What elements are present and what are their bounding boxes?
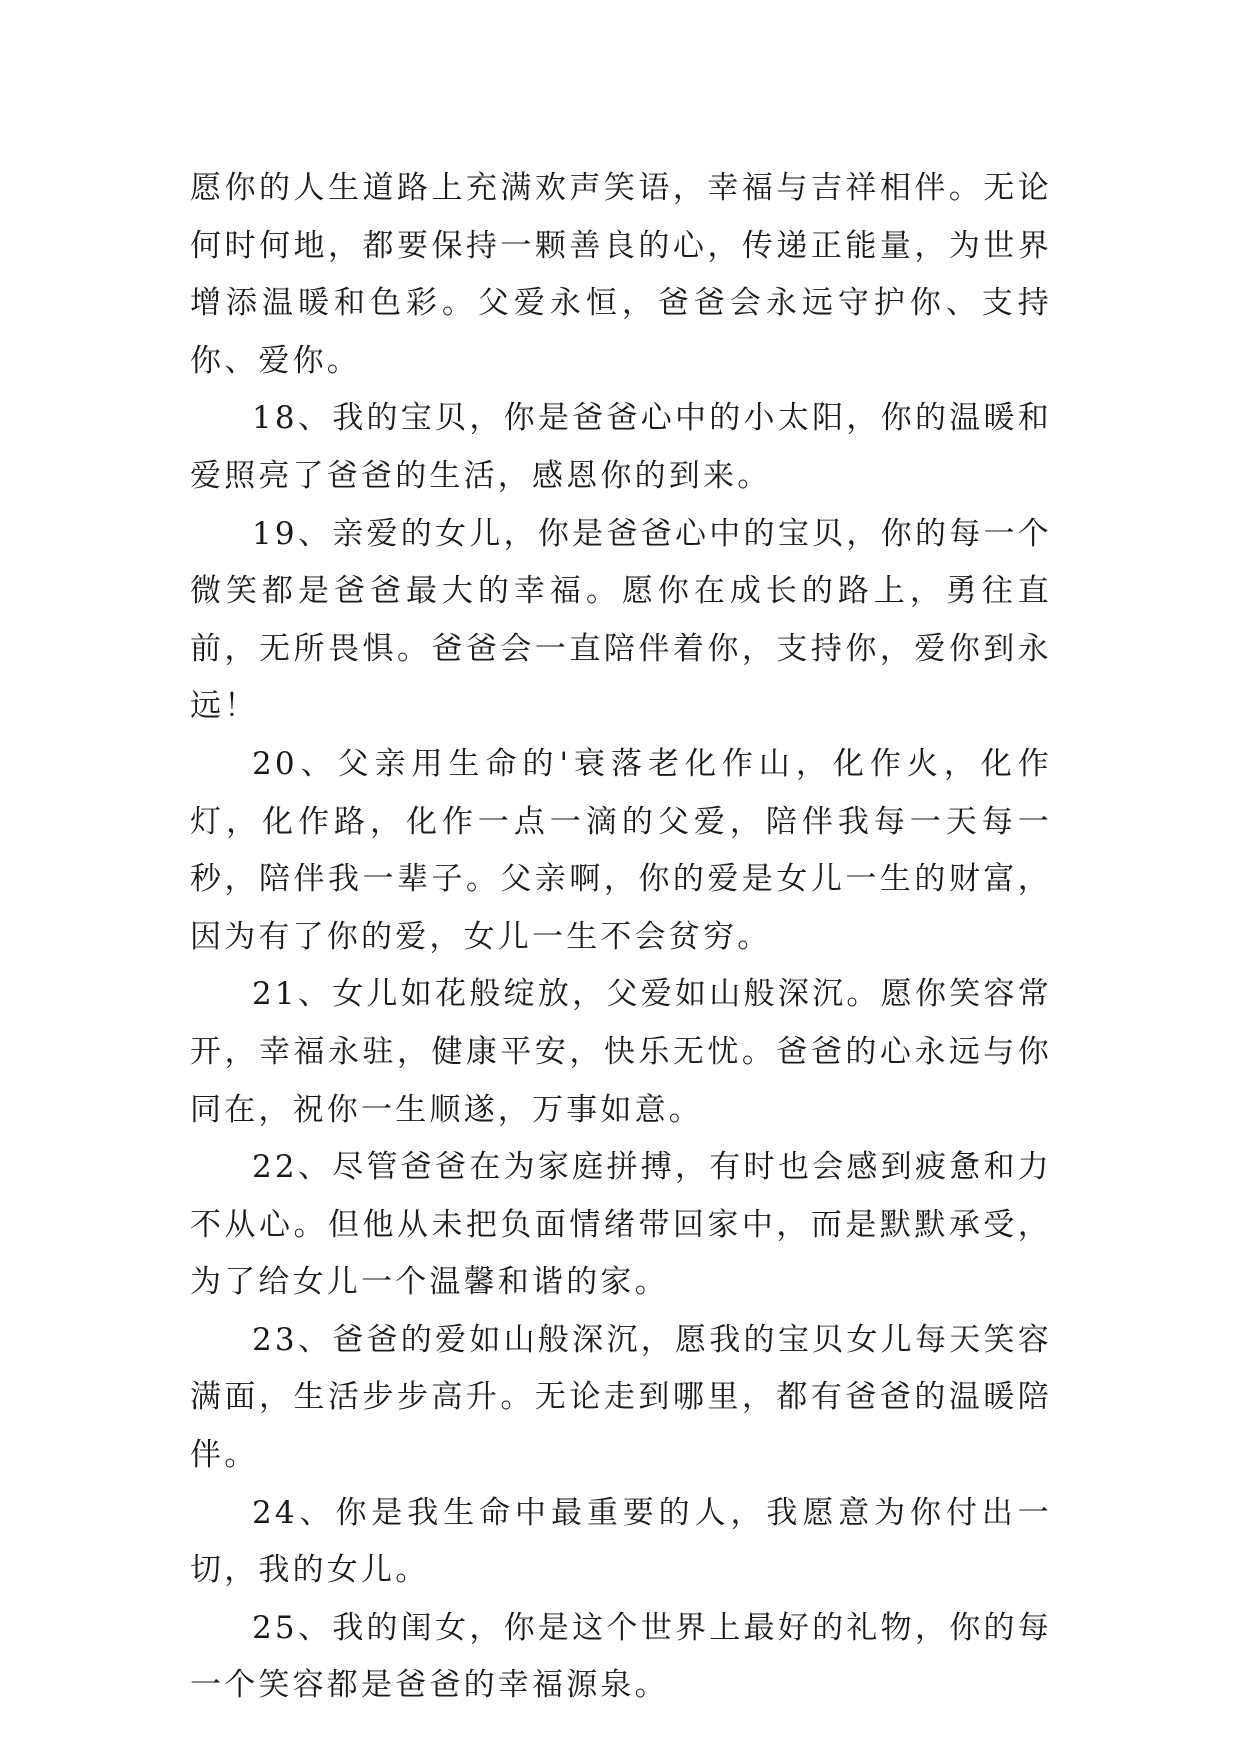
document-body xyxy=(190,160,1052,1715)
paragraph-18: 18、我的宝贝，你是爸爸心中的小太阳，你的温暖和爱照亮了爸爸的生活，感恩你的到来。 xyxy=(190,400,1052,494)
paragraph-22: 22、尽管爸爸在为家庭拼搏，有时也会感到疲惫和力不从心。但他从未把负面情绪带回家中，而是默默承受，为了给女儿一个温馨和谐的家。 xyxy=(190,1149,1052,1301)
paragraph-19: 19、亲爱的女儿，你是爸爸心中的宝贝，你的每一个微笑都是爸爸最大的幸福。愿你在成长的路上，勇往直前，无所畏惧。爸爸会一直陪伴着你，支持你，爱你到永远！ xyxy=(190,515,1052,725)
paragraph-continued: 愿你的人生道路上充满欢声笑语，幸福与吉祥相伴。无论何时何地，都要保持一颗善良的心，传递正能量，为世界增添温暖和色彩。父爱永恒，爸爸会永远守护你、支持你、爱你。 xyxy=(190,170,1052,379)
paragraph-25: 25、我的闺女，你是这个世界上最好的礼物，你的每一个笑容都是爸爸的幸福源泉。 xyxy=(190,1609,1052,1704)
paragraph-21: 21、女儿如花般绽放，父爱如山般深沉。愿你笑容常开，幸福永驻，健康平安，快乐无忧。爸爸的心永远与你同在，祝你一生顺遂，万事如意。 xyxy=(190,976,1052,1128)
paragraph-20: 20、父亲用生命的'衰落老化作山，化作火，化作灯，化作路，化作一点一滴的父爱，陪伴我每一天每一秒，陪伴我一辈子。父亲啊，你的爱是女儿一生的财富，因为有了你的爱，女儿一生不会贫穷。 xyxy=(190,745,1052,955)
paragraph-24: 24、你是我生命中最重要的人，我愿意为你付出一切，我的女儿。 xyxy=(190,1494,1052,1589)
paragraph-23: 23、爸爸的爱如山般深沉，愿我的宝贝女儿每天笑容满面，生活步步高升。无论走到哪里，都有爸爸的温暖陪伴。 xyxy=(190,1321,1052,1474)
